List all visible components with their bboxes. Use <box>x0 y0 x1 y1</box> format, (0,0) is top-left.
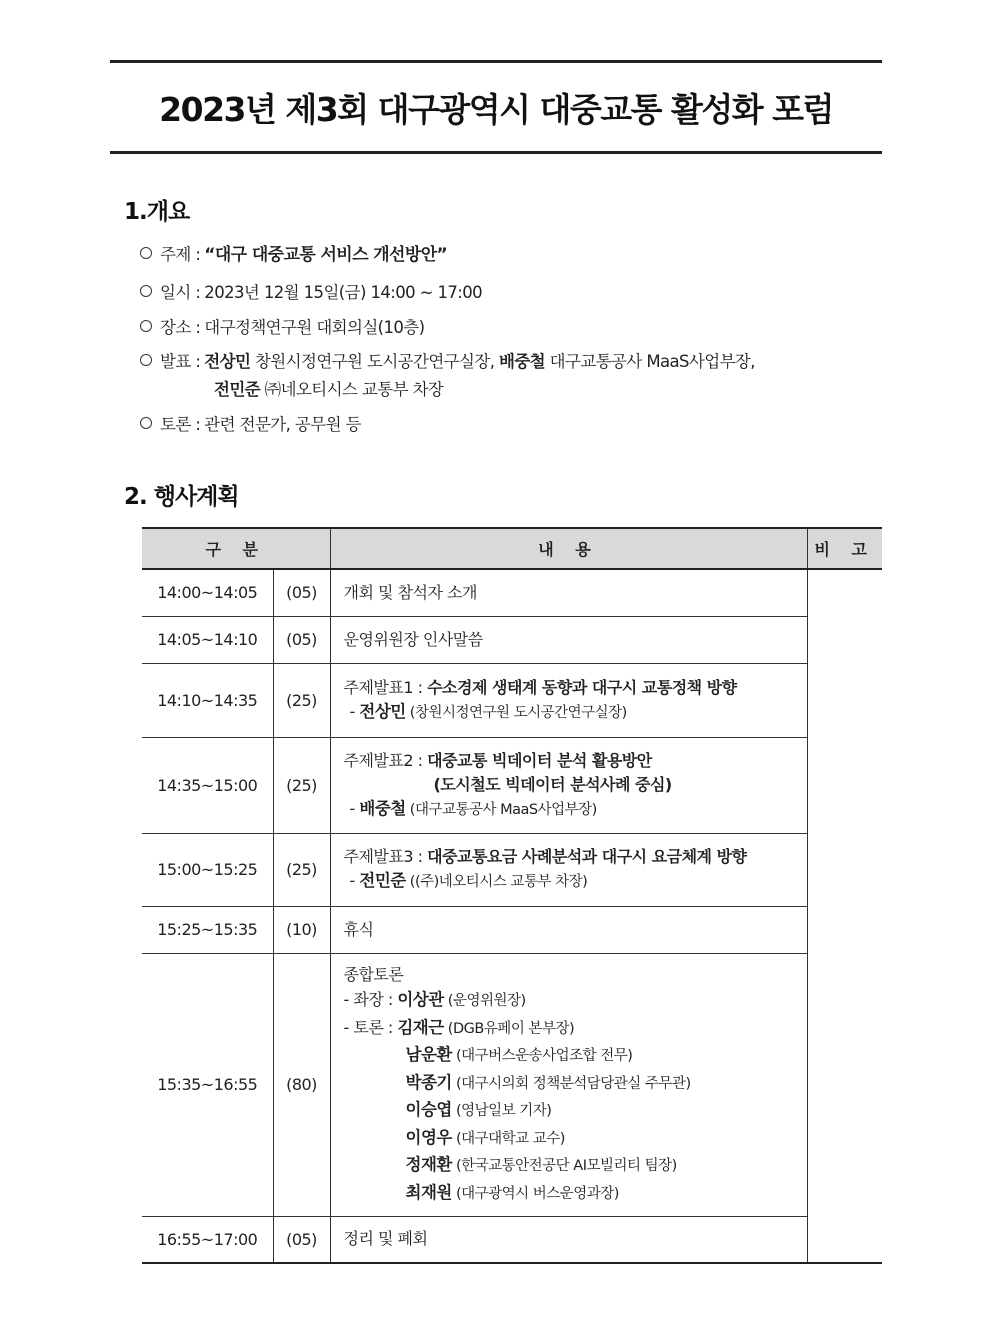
table-row <box>142 569 882 616</box>
table-row <box>142 737 882 833</box>
circle-bullet-icon <box>140 285 152 297</box>
overview-place: 장소 : 대구정책연구원 대회의실(10층) <box>140 314 424 338</box>
row-time: 14:10~14:35 <box>142 663 273 737</box>
row-time: 15:35~16:55 <box>142 953 273 1216</box>
row-content: 주제발표2 : 대중교통 빅데이터 분석 활용방안 (도시철도 빅데이터 분석사례 중심) - 배중철 (대구교통공사 MaaS사업부장) <box>330 737 807 833</box>
row-duration: (10) <box>273 906 330 953</box>
table-row <box>142 663 882 737</box>
page-title: 2023년 제3회 대구광역시 대중교통 활성화 포럼 <box>159 89 833 129</box>
circle-bullet-icon <box>140 354 152 366</box>
row-time: 15:00~15:25 <box>142 833 273 906</box>
row-duration: (80) <box>273 953 330 1216</box>
table-row <box>142 953 882 1216</box>
header-category: 구 분 <box>142 528 330 569</box>
row-content: 개회 및 참석자 소개 <box>330 569 807 616</box>
circle-bullet-icon <box>140 320 152 332</box>
row-time: 16:55~17:00 <box>142 1216 273 1263</box>
circle-bullet-icon <box>140 417 152 429</box>
row-time: 14:05~14:10 <box>142 616 273 663</box>
overview-topic: 주제 : “대구 대중교통 서비스 개선방안” <box>140 240 447 265</box>
row-time: 14:00~14:05 <box>142 569 273 616</box>
row-duration: (25) <box>273 737 330 833</box>
overview-discussion: 토론 : 관련 전문가, 공무원 등 <box>140 411 361 435</box>
overview-presenters-cont: 전민준 ㈜네오티시스 교통부 차장 <box>214 380 444 399</box>
note-cell <box>807 569 882 1263</box>
header-note: 비 고 <box>807 528 882 569</box>
row-content: 주제발표1 : 수소경제 생태계 동향과 대구시 교통정책 방향 - 전상민 (창원시정연구원 도시공간연구실장) <box>330 663 807 737</box>
title-box <box>110 60 882 154</box>
overview-presenters: 발표 : 전상민 창원시정연구원 도시공간연구실장, 배중철 대구교통공사 MaaS사업부장, <box>140 348 755 372</box>
header-content: 내 용 <box>330 528 807 569</box>
row-content: 휴식 <box>330 906 807 953</box>
row-duration: (05) <box>273 569 330 616</box>
row-content: 주제발표3 : 대중교통요금 사례분석과 대구시 요금체계 방향 - 전민준 ((주)네오티시스 교통부 차장) <box>330 833 807 906</box>
row-content: 운영위원장 인사말씀 <box>330 616 807 663</box>
table-row <box>142 616 882 663</box>
plan-heading: 2. 행사계획 <box>124 484 239 510</box>
row-duration: (25) <box>273 833 330 906</box>
row-duration: (05) <box>273 1216 330 1263</box>
overview-date: 일시 : 2023년 12월 15일(금) 14:00 ~ 17:00 <box>140 279 482 303</box>
table-header-row <box>142 528 882 569</box>
table-row <box>142 833 882 906</box>
row-duration: (25) <box>273 663 330 737</box>
circle-bullet-icon <box>140 247 152 259</box>
row-duration: (05) <box>273 616 330 663</box>
schedule-table <box>142 527 882 1264</box>
table-row <box>142 906 882 953</box>
row-time: 14:35~15:00 <box>142 737 273 833</box>
overview-heading: 1.개요 <box>124 199 190 225</box>
row-time: 15:25~15:35 <box>142 906 273 953</box>
table-row <box>142 1216 882 1263</box>
row-content: 정리 및 폐회 <box>330 1216 807 1263</box>
row-content: 종합토론 - 좌장 : 이상관 (운영위원장) - 토론 : 김재근 (DGB유페이 본부장) 남운환 (대구버스운송사업조합 전무) 박종기 (대구시의회 정책분석담당관실 주무관) 이승엽 (영남일보 기자) 이영우 (대구대학교 교수) 정재환 (한국교통안전공단 AI모빌리티 팀장) 최재원 (대구광역시 버스운영과장) <box>330 953 807 1216</box>
